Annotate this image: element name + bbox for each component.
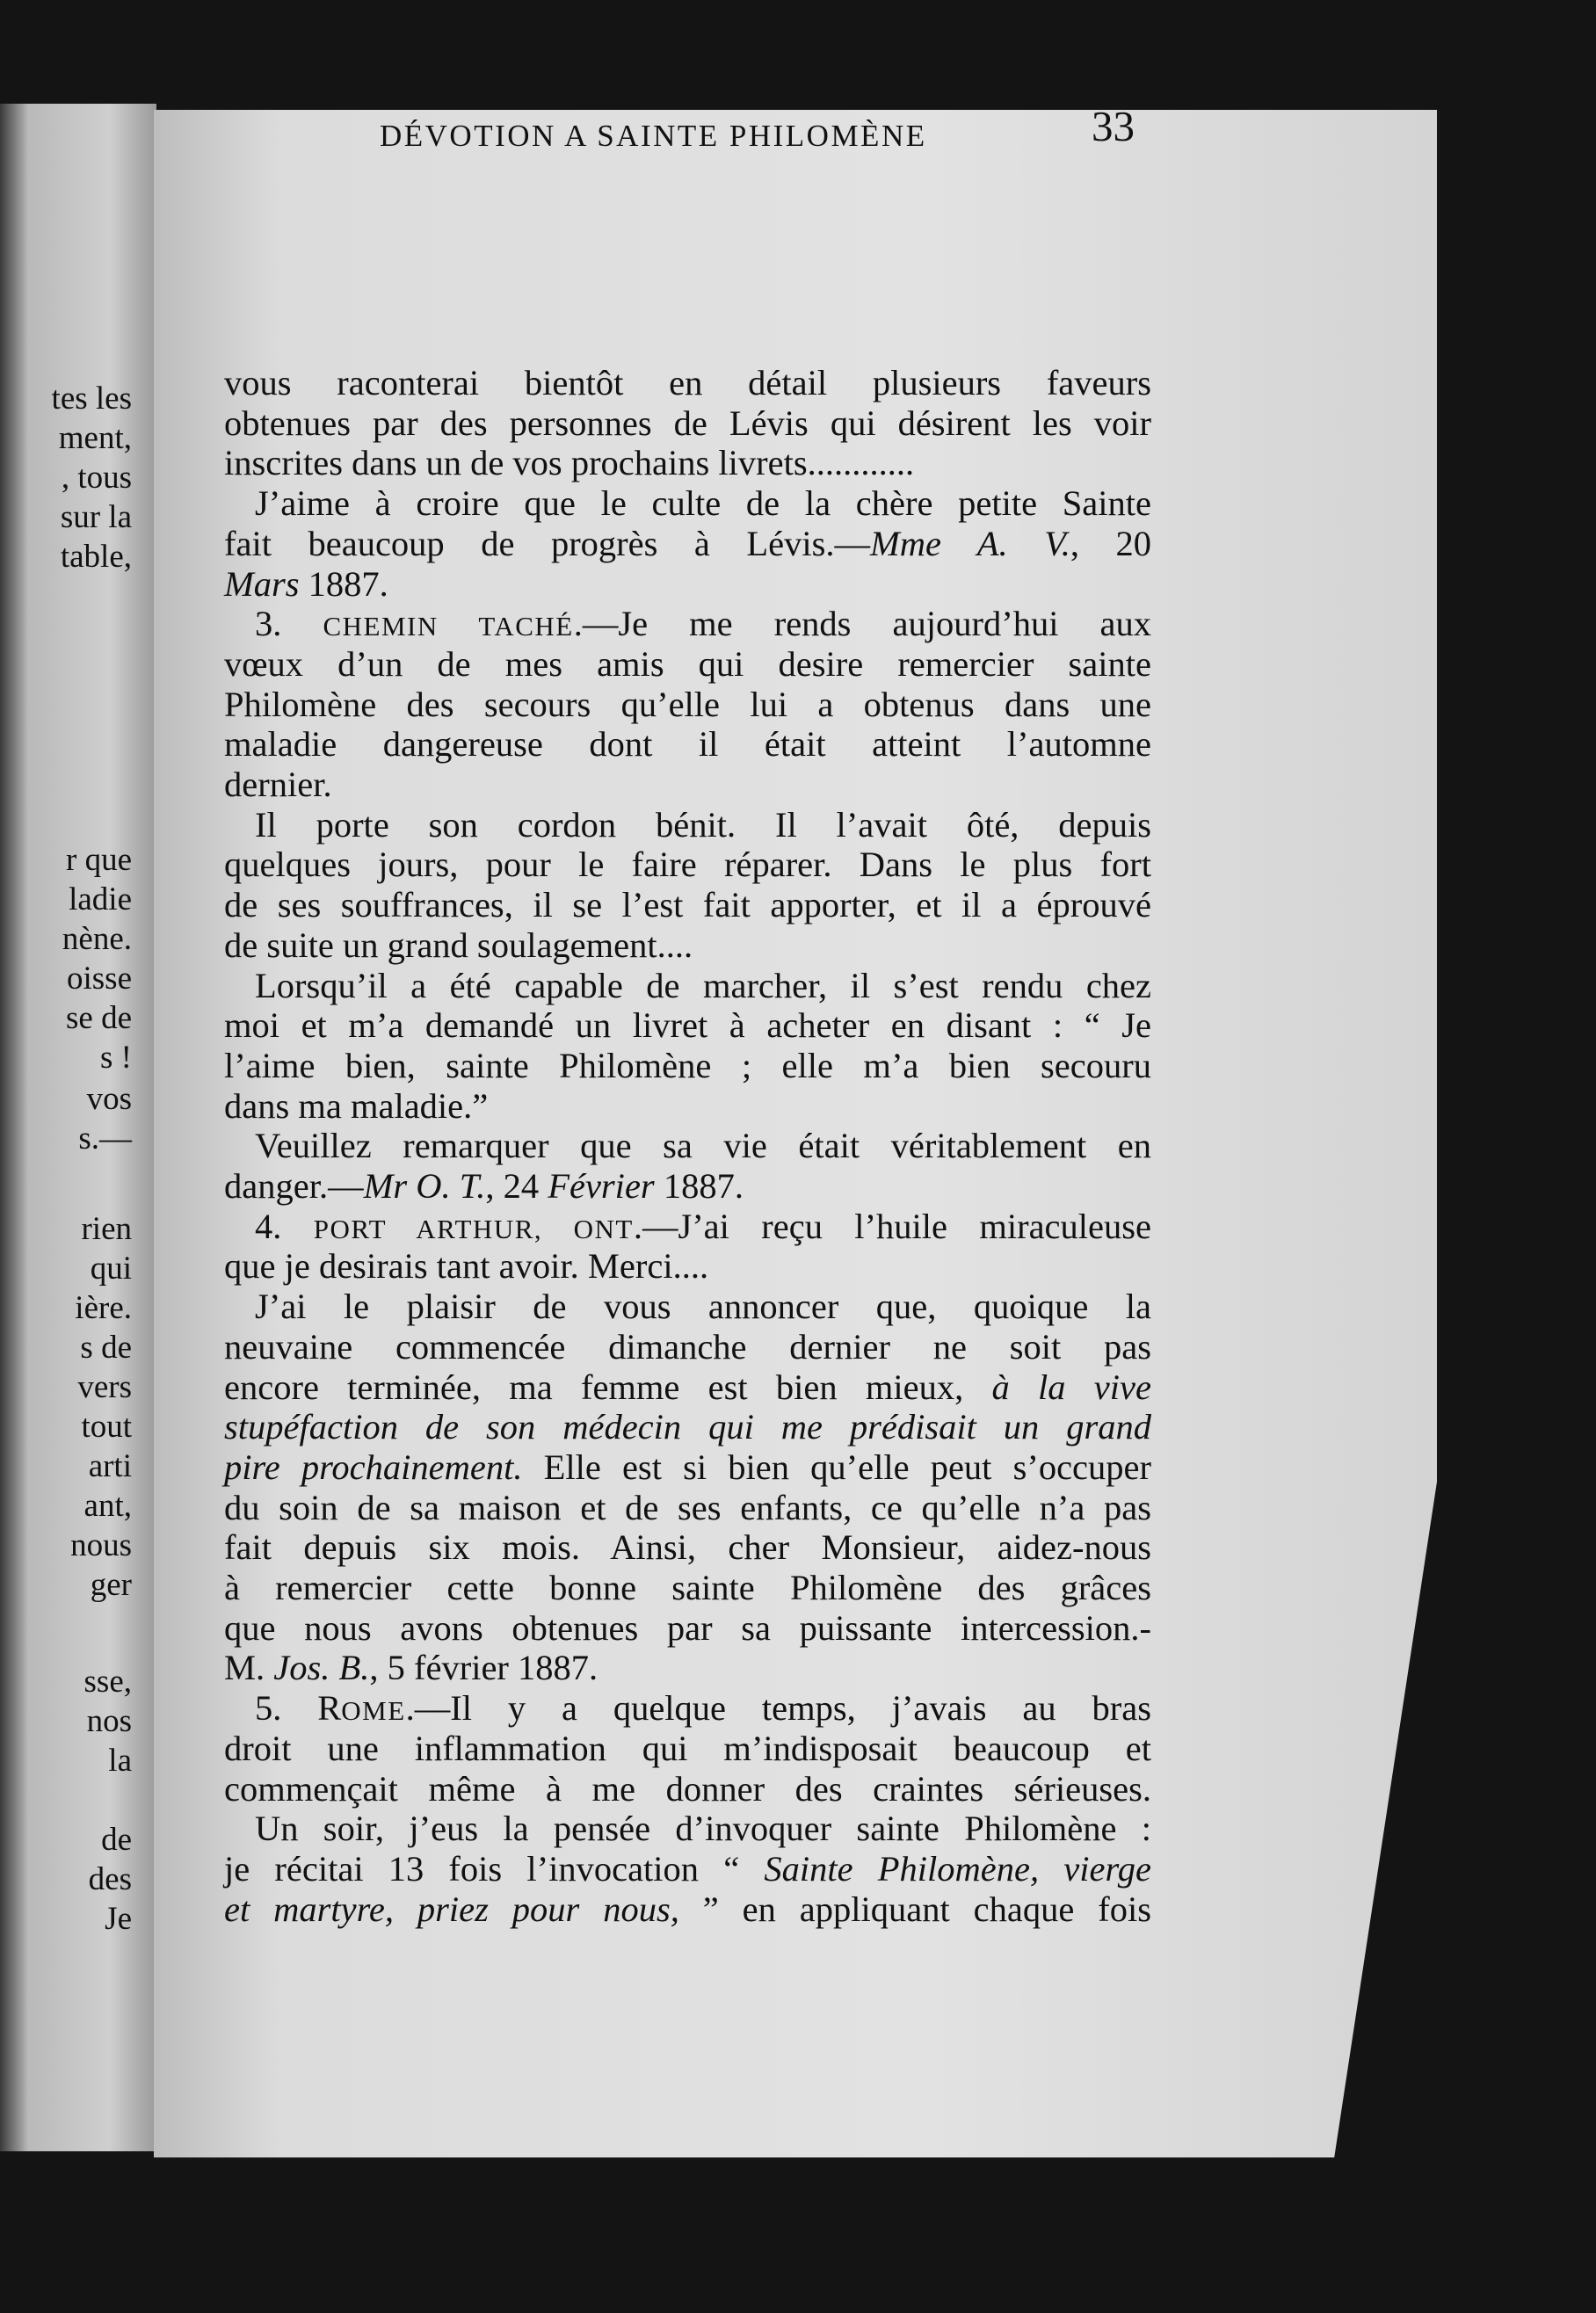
text-span: que nous avons obtenues par sa puissante intercession.- [224, 1607, 1151, 1648]
text-span: 1887. [299, 563, 388, 604]
text-span: 1887. [654, 1166, 744, 1206]
italic-span: Jos. B. [273, 1648, 370, 1688]
small-caps-span: CHEMIN TACHÉ [323, 611, 574, 642]
text-span: de ses souffrances, il se l’est fait apporter, et il a éprouvé [224, 885, 1151, 925]
text-line [224, 724, 1151, 765]
text-line [224, 524, 1151, 564]
text-line [224, 604, 1151, 644]
text-line [224, 1809, 1151, 1849]
text-span: neuvaine commencée dimanche dernier ne soit pas [224, 1326, 1151, 1367]
text-line [224, 483, 1151, 524]
text-span: fait beaucoup de progrès à Lévis.— [224, 523, 871, 563]
text-line [224, 1889, 1151, 1930]
text-span: quelques jours, pour le faire réparer. Dans le plus fort [224, 845, 1151, 885]
facing-page-fragment: de [101, 1822, 132, 1858]
facing-page-fragment: vers [77, 1369, 132, 1405]
text-line [224, 1849, 1151, 1889]
text-span: à remercier cette bonne sainte Philomène des grâces [224, 1568, 1151, 1607]
text-line [224, 1648, 1151, 1688]
text-span: Un soir, j’eus la pensée d’invoquer sainte Philomène : [255, 1809, 1151, 1849]
text-span: l’aime bien, sainte Philomène ; elle m’a bien secouru [224, 1045, 1151, 1085]
text-line [224, 1488, 1151, 1528]
text-span: 3. [255, 604, 323, 644]
text-line [224, 1126, 1151, 1166]
text-line [224, 1327, 1151, 1367]
text-line [224, 443, 1151, 483]
text-span: ” en appliquant chaque fois [678, 1889, 1151, 1929]
page-number: 33 [1092, 102, 1135, 150]
text-line [224, 363, 1151, 403]
italic-span: à la vive [991, 1367, 1151, 1407]
facing-page-fragment: r que [66, 842, 132, 878]
text-line [224, 1046, 1151, 1086]
text-span: vœux d’un de mes amis qui desire remercier sainte [224, 643, 1151, 684]
text-span: 5. R [255, 1688, 342, 1729]
italic-span: Février [548, 1166, 655, 1206]
text-span: , 24 [485, 1166, 548, 1206]
text-span: .—J’ai reçu l’huile miraculeuse [633, 1206, 1151, 1246]
text-span: moi et m’a demandé un livret à acheter en disant : “ Je [224, 1005, 1151, 1046]
text-span: fait depuis six mois. Ainsi, cher Monsieur, aidez-nous [224, 1527, 1151, 1568]
text-span: .—Je me rends aujourd’hui aux [573, 604, 1152, 644]
text-span: Lorsqu’il a été capable de marcher, il s’est rendu chez [255, 965, 1151, 1005]
text-span: M. [224, 1648, 274, 1688]
text-line [224, 1246, 1151, 1287]
facing-page-fragment: sse, [83, 1664, 132, 1700]
text-line [224, 1086, 1151, 1127]
facing-page-fragment: table, [60, 539, 132, 575]
facing-page-fragment: nène. [62, 921, 132, 957]
text-span: J’aime à croire que le culte de la chère petite Sainte [255, 483, 1151, 524]
facing-page-fragment: s ! [100, 1040, 132, 1076]
text-span: de suite un grand soulagement.... [224, 924, 693, 965]
facing-page-edge [0, 104, 156, 2151]
text-line [224, 1166, 1151, 1207]
text-span: droit une inflammation qui m’indisposait beaucoup et [224, 1728, 1151, 1768]
italic-span: pire prochainement. [224, 1447, 523, 1487]
text-line [224, 403, 1151, 444]
text-span: inscrites dans un de vos prochains livrets............ [224, 443, 915, 483]
facing-page-fragment: tes les [51, 381, 132, 417]
text-span: je récitai 13 fois l’invocation “ [224, 1848, 765, 1889]
facing-page-fragment: ière. [75, 1290, 132, 1326]
text-span: dernier. [224, 765, 332, 804]
facing-page-fragment: nous [70, 1527, 132, 1563]
facing-page-fragment: , tous [61, 460, 132, 496]
text-span: 4. [255, 1206, 314, 1246]
facing-page-fragment: oisse [67, 961, 132, 997]
text-span: du soin de sa maison et de ses enfants, ce qu’elle n’a pas [224, 1487, 1151, 1527]
text-line [224, 1769, 1151, 1809]
italic-span: et martyre, priez pour nous, [224, 1889, 679, 1929]
facing-page-fragment: s.— [78, 1120, 132, 1156]
text-line [224, 1407, 1151, 1447]
italic-span: Mars [224, 563, 300, 604]
small-caps-span: PORT ARTHUR, ONT [313, 1213, 634, 1244]
facing-page-fragment: ger [90, 1567, 132, 1603]
facing-page-fragment: ladie [69, 881, 132, 917]
text-line [224, 966, 1151, 1006]
facing-page-fragment: nos [86, 1703, 132, 1739]
text-span: Elle est si bien qu’elle peut s’occuper [522, 1447, 1151, 1487]
text-span: vous raconterai bientôt en détail plusieurs faveurs [224, 363, 1151, 402]
text-line [224, 805, 1151, 845]
facing-page-fragment: Je [105, 1901, 132, 1937]
text-line [224, 1608, 1151, 1649]
text-span: , 5 février 1887. [369, 1648, 598, 1688]
text-line [224, 1568, 1151, 1608]
text-span: encore terminée, ma femme est bien mieux, [224, 1367, 992, 1407]
facing-page-fragment: ant, [83, 1488, 132, 1524]
running-head: DÉVOTION A SAINTE PHILOMÈNE [380, 119, 927, 153]
text-line [224, 765, 1151, 805]
text-span: danger.— [224, 1166, 364, 1206]
text-line [224, 1729, 1151, 1769]
facing-page-fragment: rien [81, 1211, 132, 1247]
italic-span: Mme A. V. [870, 523, 1070, 563]
text-span: obtenues par des personnes de Lévis qui désirent les voir [224, 402, 1151, 443]
text-line [224, 885, 1151, 925]
text-line [224, 564, 1151, 605]
text-line [224, 644, 1151, 685]
text-span: Veuillez remarquer que sa vie était véritablement en [255, 1126, 1151, 1166]
text-span: Il porte son cordon bénit. Il l’avait ôté, depuis [255, 804, 1151, 845]
text-line [224, 1447, 1151, 1488]
text-span: que je desirais tant avoir. Merci.... [224, 1246, 709, 1287]
text-line [224, 1527, 1151, 1568]
text-span: Philomène des secours qu’elle lui a obtenus dans une [224, 684, 1151, 724]
facing-page-fragment: qui [90, 1251, 132, 1287]
facing-page-fragment: ment, [58, 420, 132, 456]
facing-page-fragment: s de [80, 1330, 132, 1366]
text-span: .—Il y a quelque temps, j’avais au bras [405, 1688, 1151, 1729]
text-line [224, 1005, 1151, 1046]
text-line [224, 845, 1151, 885]
italic-span: Sainte Philomène, vierge [764, 1848, 1151, 1889]
italic-span: stupéfaction de son médecin qui me prédisait un grand [224, 1407, 1151, 1447]
text-span: maladie dangereuse dont il était atteint l’automne [224, 724, 1151, 765]
text-line [224, 1367, 1151, 1408]
small-caps-span: OME [341, 1695, 406, 1727]
text-line [224, 1688, 1151, 1729]
facing-page-fragment: la [108, 1743, 132, 1779]
text-line [224, 685, 1151, 725]
text-span: J’ai le plaisir de vous annoncer que, quoique la [255, 1287, 1151, 1327]
facing-page-fragment: tout [81, 1409, 132, 1445]
text-line [224, 1207, 1151, 1247]
italic-span: Mr O. T. [363, 1166, 486, 1206]
text-span: commençait même à me donner des craintes sérieuses. [224, 1768, 1151, 1809]
text-line [224, 925, 1151, 966]
facing-page-fragment: vos [86, 1081, 132, 1117]
facing-page-fragment: sur la [60, 499, 132, 535]
text-span: , 20 [1070, 523, 1151, 563]
text-line [224, 1287, 1151, 1327]
text-span: dans ma maladie.” [224, 1085, 489, 1126]
facing-page-fragment: arti [88, 1448, 132, 1484]
facing-page-fragment: se de [66, 1000, 132, 1036]
facing-page-fragment: des [88, 1861, 132, 1897]
